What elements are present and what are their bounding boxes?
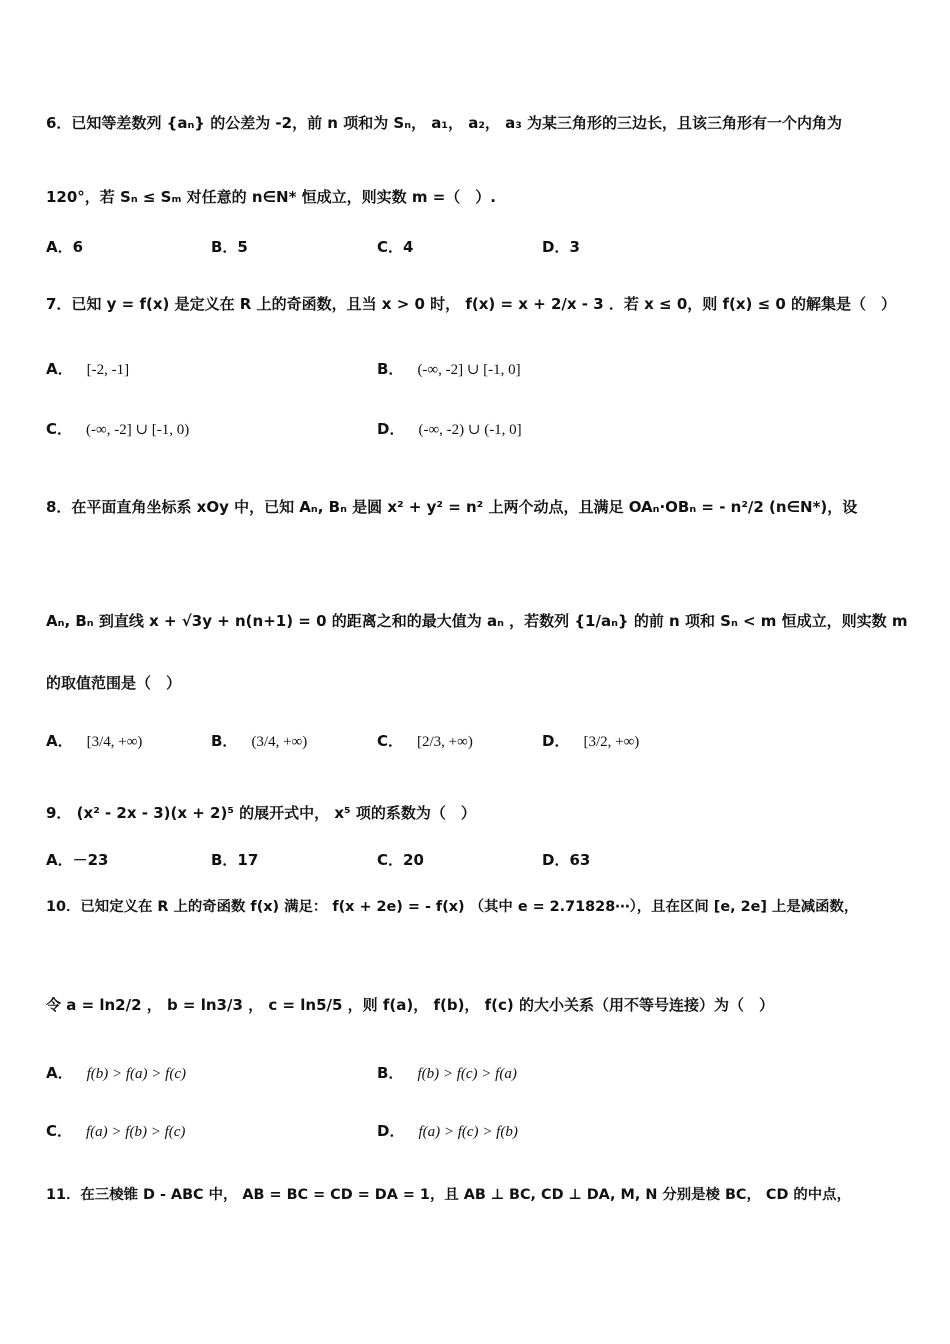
q9-option-d: D．63	[542, 851, 591, 869]
q8-option-c-label: C．	[377, 732, 404, 750]
q9-line1: 9． (x² - 2x - 3)(x + 2)⁵ 的展开式中， x⁵ 项的系数为（ ）	[46, 804, 476, 822]
q10-option-a-label: A．	[46, 1064, 73, 1082]
q6-line2: 120°，若 Sₙ ≤ Sₘ 对任意的 n∈N* 恒成立，则实数 m =（ ）.	[46, 188, 496, 206]
q7-option-d-value: (-∞, -2) ∪ (-1, 0]	[418, 422, 522, 438]
q8-option-a-value: [3/4, +∞)	[86, 734, 143, 750]
q6-option-a: A．6	[46, 238, 84, 256]
q11-line1: 11．在三棱锥 D - ABC 中， AB = BC = CD = DA = 1，且 AB ⊥ BC, CD ⊥ DA, M, N 分别是棱 BC， CD 的中点，	[46, 1187, 851, 1203]
q10-option-a-value: f(b) > f(a) > f(c)	[86, 1066, 186, 1082]
q7-option-b	[377, 358, 521, 379]
q10-option-d-value: f(a) > f(c) > f(b)	[418, 1124, 518, 1140]
q7-option-b-label: B．	[377, 360, 404, 378]
q7-option-c-label: C．	[46, 420, 73, 438]
q6-line1: 6．已知等差数列 {aₙ} 的公差为 -2，前 n 项和为 Sₙ， a₁， a₂， a₃ 为某三角形的三边长，且该三角形有一个内角为	[46, 114, 843, 132]
q8-option-b-label: B．	[211, 732, 238, 750]
q6-option-b: B．5	[211, 238, 248, 256]
q7-option-a-label: A．	[46, 360, 73, 378]
q7-option-c-value: (-∞, -2] ∪ [-1, 0)	[86, 422, 190, 438]
q10-option-c-value: f(a) > f(b) > f(c)	[86, 1124, 186, 1140]
q7-option-b-value: (-∞, -2] ∪ [-1, 0]	[417, 362, 521, 378]
q7-option-a-value: [-2, -1]	[86, 362, 130, 378]
q8-option-d	[542, 730, 639, 751]
q7-option-d-label: D．	[377, 420, 405, 438]
q8-option-b-value: (3/4, +∞)	[251, 734, 308, 750]
q7-option-c	[46, 418, 189, 439]
q8-line2: Aₙ, Bₙ 到直线 x + √3y + n(n+1) = 0 的距离之和的最大值为 aₙ ，若数列 {1/aₙ} 的前 n 项和 Sₙ < m 恒成立，则实数 m	[46, 612, 908, 630]
q9-option-a: A．－23	[46, 851, 109, 869]
q10-line2: 令 a = ln2/2 ， b = ln3/3 ， c = ln5/5 ，则 f(a)， f(b)， f(c) 的大小关系（用不等号连接）为（ ）	[46, 996, 774, 1014]
q10-option-a	[46, 1062, 186, 1083]
q9-option-c: C．20	[377, 851, 424, 869]
q6-option-c: C．4	[377, 238, 414, 256]
q10-line1: 10．已知定义在 R 上的奇函数 f(x) 满足： f(x + 2e) = - f(x) （其中 e = 2.71828⋯），且在区间 [e, 2e] 上是减函数，	[46, 899, 859, 915]
q10-option-d	[377, 1120, 518, 1141]
q10-option-b	[377, 1062, 517, 1083]
q7-option-d	[377, 418, 522, 439]
q8-option-d-label: D．	[542, 732, 570, 750]
q10-option-d-label: D．	[377, 1122, 405, 1140]
q7-option-a	[46, 358, 129, 379]
q10-option-b-label: B．	[377, 1064, 404, 1082]
q8-option-b	[211, 730, 307, 751]
q10-option-c	[46, 1120, 185, 1141]
q7-line1: 7．已知 y = f(x) 是定义在 R 上的奇函数，且当 x > 0 时， f(x) = x + 2/x - 3 ．若 x ≤ 0，则 f(x) ≤ 0 的解集是（ ）	[46, 295, 897, 313]
q8-option-a-label: A．	[46, 732, 73, 750]
q8-line1: 8．在平面直角坐标系 xOy 中，已知 Aₙ, Bₙ 是圆 x² + y² = n² 上两个动点，且满足 OAₙ·OBₙ = - n²/2 (n∈N*)，设	[46, 498, 858, 516]
q6-option-d: D．3	[542, 238, 580, 256]
q8-option-c-value: [2/3, +∞)	[417, 734, 473, 750]
q8-line3: 的取值范围是（ ）	[46, 674, 182, 692]
q9-option-b: B．17	[211, 851, 259, 869]
q10-option-c-label: C．	[46, 1122, 73, 1140]
q8-option-a	[46, 730, 142, 751]
q10-option-b-value: f(b) > f(c) > f(a)	[417, 1066, 517, 1082]
q8-option-d-value: [3/2, +∞)	[583, 734, 640, 750]
q8-option-c	[377, 730, 473, 751]
